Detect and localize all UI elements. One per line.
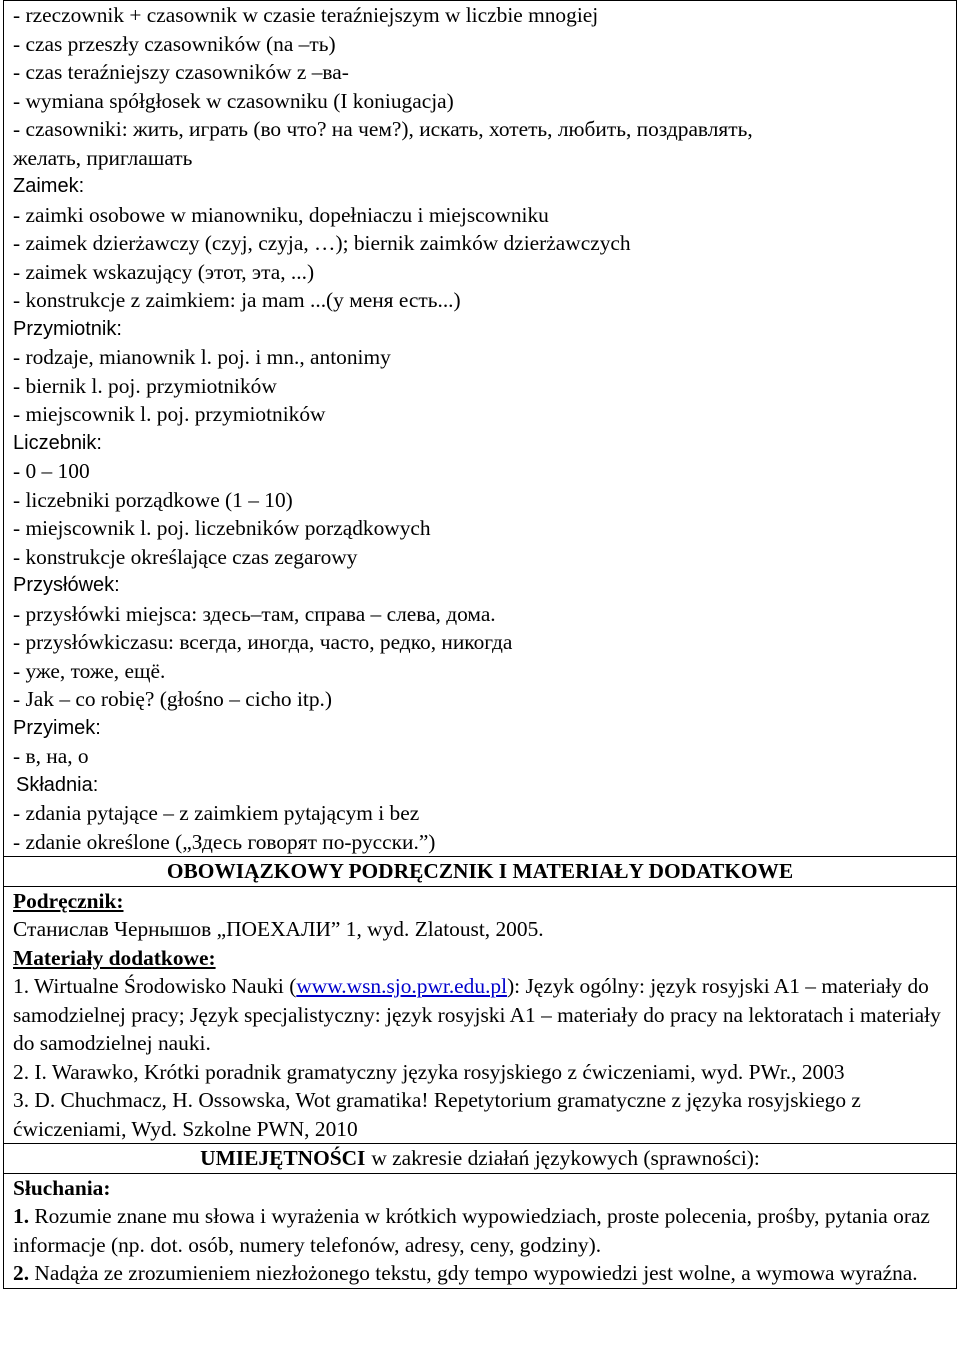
listening-item-1-text: Rozumie znane mu słowa i wyrażenia w krótkich wypowiedziach, proste polecenia, prośby, pytania oraz informacje (np. dot. osób, numery telefonów, adresy, ceny, godziny). [13,1204,930,1257]
listening-item-2-number: 2. [13,1261,30,1285]
listening-row [4,1173,957,1288]
listening-cell [4,1173,957,1288]
verb-topics-list [13,1,956,172]
liczebnik-list [13,457,956,571]
materials-row [4,886,957,1144]
przymiotnik-heading: Przymiotnik: [13,317,122,340]
materials-cell [4,886,957,1144]
wsn-link[interactable]: www.wsn.sjo.pwr.edu.pl [296,974,508,998]
materials-title-row [4,857,957,887]
liczebnik-topic-line: - liczebniki porządkowe (1 – 10) [13,487,293,512]
skladnia-topic-line: - zdania pytające – z zaimkiem pytającym i bez [13,801,420,825]
liczebnik-topic-line: - miejscownik l. poj. liczebników porządkowych [13,516,431,540]
listening-item-1-number: 1. [13,1204,30,1228]
grammar-cell [4,1,957,857]
podrecznik-text: Станислав Чернышов „ПОЕХАЛИ” 1, wyd. Zlatoust, 2005. [13,917,544,941]
listening-item-1 [13,1202,956,1259]
przyslowek-topic-line: - уже, тоже, ещё. [13,658,166,683]
przymiotnik-list [13,343,956,429]
zaimek-topic-line: - zaimek dzierżawczy (czyj, czyja, …); biernik zaimków dzierżawczych [13,231,631,255]
liczebnik-heading: Liczebnik: [13,431,102,454]
przymiotnik-topic-line: - rodzaje, mianownik l. poj. i mn., antonimy [13,345,391,369]
skills-title-cell [4,1144,957,1174]
skills-title-row [4,1144,957,1174]
verb-topic-line: - rzeczownik + czasownik w czasie teraźniejszym w liczbie mnogiej [13,3,599,27]
liczebnik-topic-line: - konstrukcje określające czas zegarowy [13,544,358,569]
zaimek-topic-line: - konstrukcje z zaimkiem: ja mam ...(у меня есть...) [13,288,461,312]
material-item-1-prefix: 1. Wirtualne Środowisko Nauki ( [13,974,297,998]
materials-section-title: OBOWIĄZKOWY PODRĘCZNIK I MATERIAŁY DODATKOWE [166,859,794,883]
zaimek-heading: Zaimek: [13,175,85,197]
przyimek-heading: Przyimek: [13,716,101,739]
zaimek-list [13,201,956,315]
material-item-1-suffix: ): Język ogólny: język rosyjski A1 – materiały do samodzielnej pracy; Język specjalistyczny: język rosyjski A1 – materiały do pracy na lektoratach i materiały do samodzielnej nauki. [13,974,941,1055]
skladnia-list [13,799,956,856]
material-item-2: 2. I. Warawko, Krótki poradnik gramatyczny języka rosyjskiego z ćwiczeniami, wyd. PWr., 2003 [13,1059,845,1084]
materialy-heading: Materiały dodatkowe: [13,945,216,970]
grammar-row [4,1,957,857]
przyslowek-topic-line: - przysłówkiczasu: всегда, иногда, часто, редко, никогда [13,630,513,654]
zaimek-topic-line: - zaimki osobowe w mianowniku, dopełniaczu i miejscowniku [13,202,549,227]
przyslowek-topic-line: - Jak – co robię? (głośno – cicho itp.) [13,687,332,711]
sluchania-heading: Słuchania: [13,1175,111,1200]
skladnia-heading: Składnia: [16,773,99,796]
przyslowek-heading: Przysłówek: [13,574,120,596]
verb-topic-line: - czasowniki: жить, играть (во что? на чем?), искать, хотеть, любить, поздравлять, [13,117,753,141]
przyslowek-topic-line: - przysłówki miejsca: здесь–там, справа – слева, дома. [13,601,496,626]
liczebnik-topic-line: - 0 – 100 [13,459,90,483]
zaimek-topic-line: - zaimek wskazujący (этот, эта, ...) [13,259,315,284]
verb-topic-line: - wymiana spółgłosek w czasowniku (I koniugacja) [13,88,454,113]
verb-topic-line: - czas przeszły czasowników (na –ть) [13,31,336,56]
listening-item-2-text: Nadąża ze zrozumieniem niezłożonego tekstu, gdy tempo wypowiedzi jest wolne, a wymowa wyraźna. [34,1261,918,1285]
material-item-3: 3. D. Chuchmacz, H. Ossowska, Wot gramatika! Repetytorium gramatyczne z języka rosyjskiego z ćwiczeniami, Wyd. Szkolne PWN, 2010 [13,1088,861,1141]
verb-topic-line: - czas teraźniejszy czasowników z –ва- [13,60,349,84]
verb-topic-line: желать, приглашать [13,145,193,170]
podrecznik-heading: Podręcznik: [13,888,124,913]
przymiotnik-topic-line: - biernik l. poj. przymiotników [13,373,277,398]
skills-title-rest: w zakresie działań językowych (sprawności): [371,1146,760,1170]
skladnia-topic-line: - zdanie określone („Здесь говорят по-русски.”) [13,829,436,854]
przyimek-topic-line: - в, на, о [13,744,89,768]
skills-section-title [4,1144,956,1173]
przymiotnik-topic-line: - miejscownik l. poj. przymiotników [13,402,326,426]
przyslowek-list [13,600,956,714]
material-item-1 [13,972,956,1058]
materials-title-cell [4,857,957,887]
syllabus-table [3,0,957,1289]
skills-title-bold: UMIEJĘTNOŚCI [200,1146,366,1170]
listening-item-2 [13,1259,956,1288]
przyimek-list [13,742,956,771]
